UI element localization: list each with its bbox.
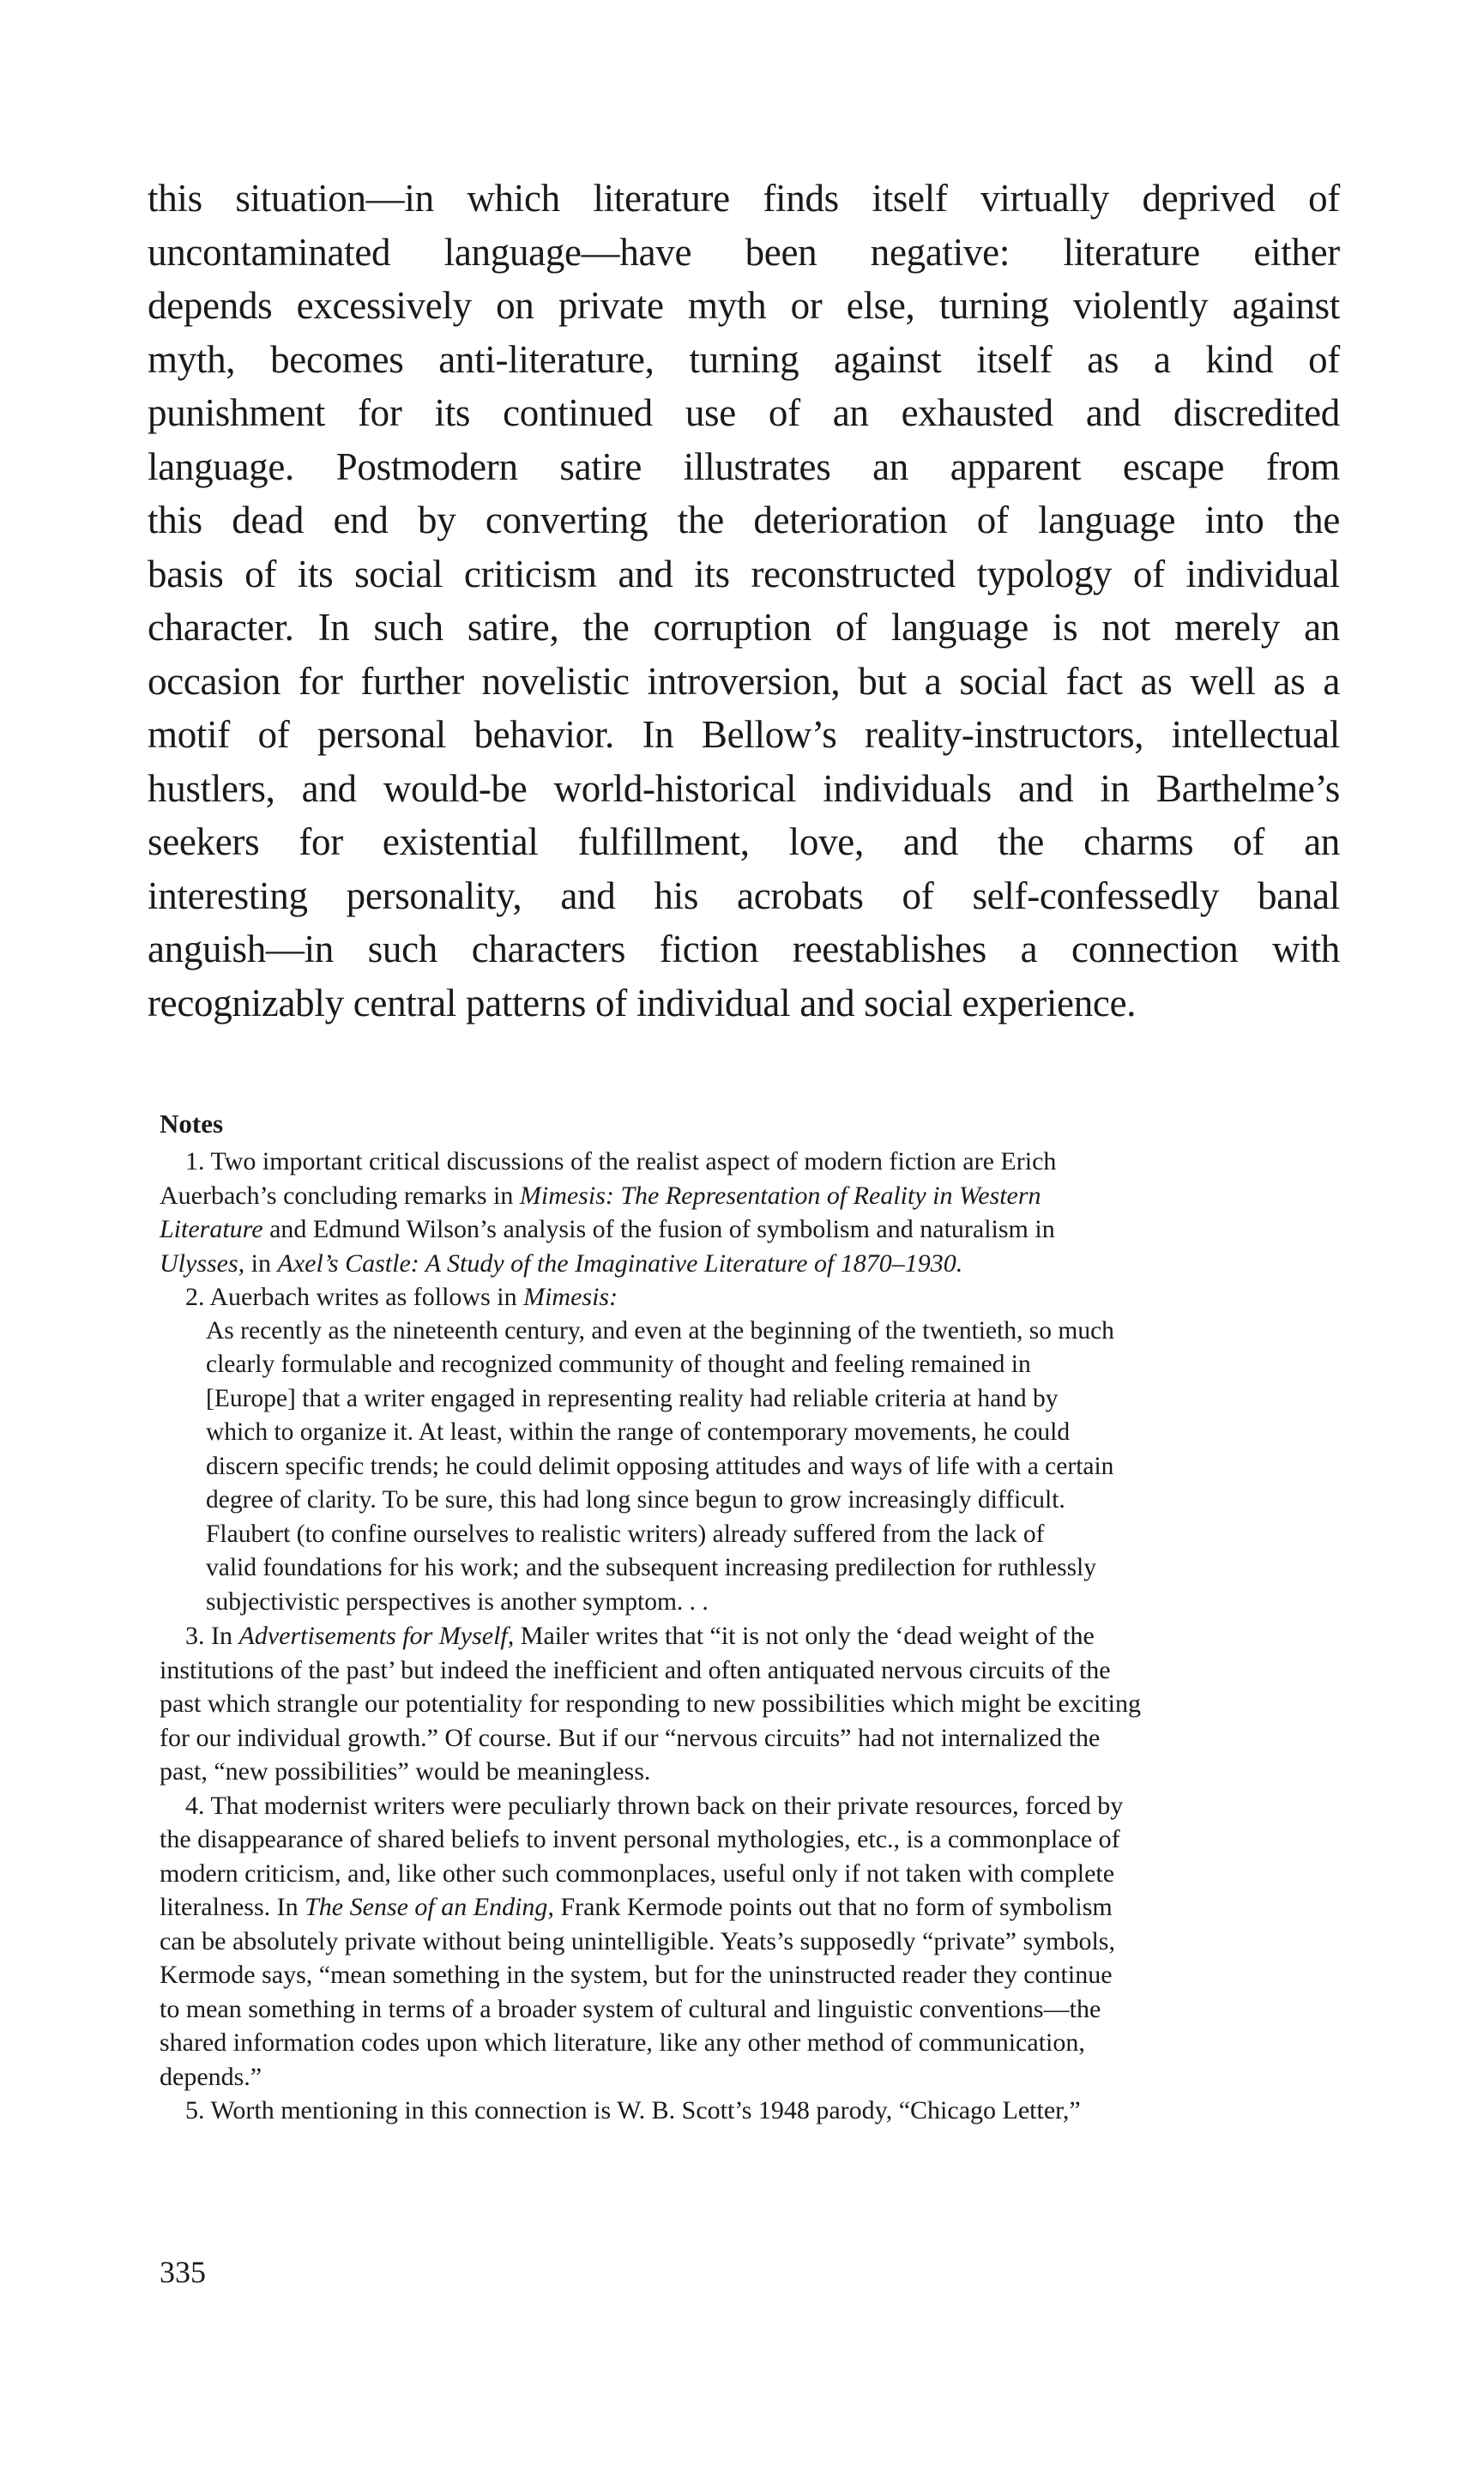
quote-line: [Europe] that a writer engaged in representing reality had reliable criteria at hand by: [206, 1384, 1059, 1412]
note-1: [160, 1145, 1343, 1280]
note-line: past, “new possibilities” would be meaningless.: [160, 1757, 651, 1786]
note-text: literalness. In: [160, 1893, 305, 1921]
body-line: motif of personal behavior. In Bellow’s reality-instructors, intellectual: [148, 713, 1340, 756]
body-line: recognizably central patterns of individual and social experience.: [148, 981, 1137, 1024]
note-line: [160, 1280, 1343, 1315]
note-3: [160, 1619, 1343, 1789]
note-line: the disappearance of shared beliefs to invent personal mythologies, etc., is a commonplace of: [160, 1825, 1120, 1853]
endnotes-section: [160, 1107, 1343, 2128]
body-line: this dead end by converting the deterioration of language into the: [148, 499, 1340, 541]
note-text: Frank Kermode points out that no form of symbolism: [553, 1893, 1113, 1921]
book-title: Advertisements for Myself,: [238, 1622, 515, 1650]
body-line: punishment for its continued use of an exhausted and discredited: [148, 391, 1340, 434]
note-line: past which strangle our potentiality for responding to new possibilities which might be exciting: [160, 1689, 1141, 1718]
note-text: 2. Auerbach writes as follows in: [185, 1283, 524, 1311]
book-title: Mimesis: The Representation of Reality in Western: [519, 1181, 1041, 1210]
note-line: 4. That modernist writers were peculiarly thrown back on their private resources, forced by: [185, 1791, 1124, 1820]
body-line: language. Postmodern satire illustrates an apparent escape from: [148, 444, 1340, 488]
note-line: 1. Two important critical discussions of the realist aspect of modern fiction are Erich: [185, 1147, 1057, 1176]
page-number: 335: [160, 2255, 206, 2289]
note-text: in: [244, 1248, 278, 1278]
note-line: [160, 1247, 1343, 1281]
note-line: shared information codes upon which literature, like any other method of communication,: [160, 2028, 1085, 2057]
note-line: [160, 1179, 1343, 1213]
note-4: [160, 1789, 1343, 2094]
body-line: myth, becomes anti-literature, turning against itself as a kind of: [148, 337, 1340, 381]
book-title: Ulysses,: [160, 1248, 245, 1278]
note-text: Auerbach’s concluding remarks in: [160, 1181, 520, 1210]
body-line: uncontaminated language—have been negative: literature either: [148, 230, 1340, 274]
body-line: hustlers, and would-be world-historical individuals and in Barthelme’s: [148, 766, 1340, 810]
note-line: 5. Worth mentioning in this connection is W. B. Scott’s 1948 parody, “Chicago Letter,”: [185, 2096, 1081, 2125]
note-text: 3. In: [185, 1622, 239, 1650]
body-line: character. In such satire, the corruption of language is not merely an: [148, 606, 1340, 649]
quote-line: subjectivistic perspectives is another symptom. . .: [206, 1587, 709, 1616]
quote-line: which to organize it. At least, within the range of contemporary movements, he could: [206, 1418, 1071, 1446]
quote-line: As recently as the nineteenth century, and even at the beginning of the twentieth, so much: [206, 1316, 1114, 1345]
note-line: [160, 1890, 1343, 1925]
quote-line: clearly formulable and recognized community of thought and feeling remained in: [206, 1351, 1031, 1378]
body-line: basis of its social criticism and its reconstructed typology of individual: [148, 552, 1340, 595]
book-title: Axel’s Castle: A Study of the Imaginative Literature of 1870–1930.: [277, 1248, 963, 1278]
note-text: and Edmund Wilson’s analysis of the fusion of symbolism and naturalism in: [262, 1215, 1055, 1243]
quote-line: valid foundations for his work; and the subsequent increasing predilection for ruthlessly: [206, 1554, 1097, 1581]
note-text: Mailer writes that “it is not only the ‘dead weight of the: [514, 1622, 1095, 1650]
note-line: can be absolutely private without being unintelligible. Yeats’s supposedly “private” symbols,: [160, 1926, 1115, 1955]
note-line: [160, 1619, 1343, 1653]
note-2: [160, 1280, 1343, 1619]
note-line: institutions of the past’ but indeed the inefficient and often antiquated nervous circuits of the: [160, 1655, 1111, 1684]
quote-line: Flaubert (to confine ourselves to realistic writers) already suffered from the lack of: [206, 1520, 1045, 1548]
book-title: Literature: [160, 1215, 263, 1243]
note-line: to mean something in terms of a broader system of cultural and linguistic conventions—the: [160, 1994, 1101, 2023]
main-body-text: [148, 172, 1340, 1030]
note-line: for our individual growth.” Of course. But if our “nervous circuits” had not internalized the: [160, 1723, 1101, 1752]
block-quote: [160, 1315, 1343, 1620]
book-title: Mimesis:: [523, 1283, 618, 1311]
body-line: seekers for existential fulfillment, love, and the charms of an: [148, 820, 1340, 863]
body-line: this situation—in which literature finds itself virtually deprived of: [148, 177, 1340, 220]
note-5: [160, 2094, 1343, 2128]
body-line: anguish—in such characters fiction reestablishes a connection with: [148, 928, 1340, 970]
note-line: [160, 1212, 1343, 1247]
body-line: interesting personality, and his acrobats of self-confessedly banal: [148, 873, 1340, 917]
quote-line: degree of clarity. To be sure, this had long since begun to grow increasingly difficult.: [206, 1486, 1065, 1514]
body-line: depends excessively on private myth or else, turning violently against: [148, 284, 1340, 327]
quote-line: discern specific trends; he could delimit opposing attitudes and ways of life with a certain: [206, 1452, 1114, 1480]
notes-heading: Notes: [160, 1109, 224, 1139]
note-line: modern criticism, and, like other such commonplaces, useful only if not taken with complete: [160, 1859, 1115, 1888]
note-line: depends.”: [160, 2062, 262, 2091]
book-title: The Sense of an Ending,: [305, 1893, 554, 1921]
note-line: Kermode says, “mean something in the system, but for the uninstructed reader they continue: [160, 1961, 1113, 1989]
body-line: occasion for further novelistic introversion, but a social fact as well as a: [148, 659, 1340, 703]
